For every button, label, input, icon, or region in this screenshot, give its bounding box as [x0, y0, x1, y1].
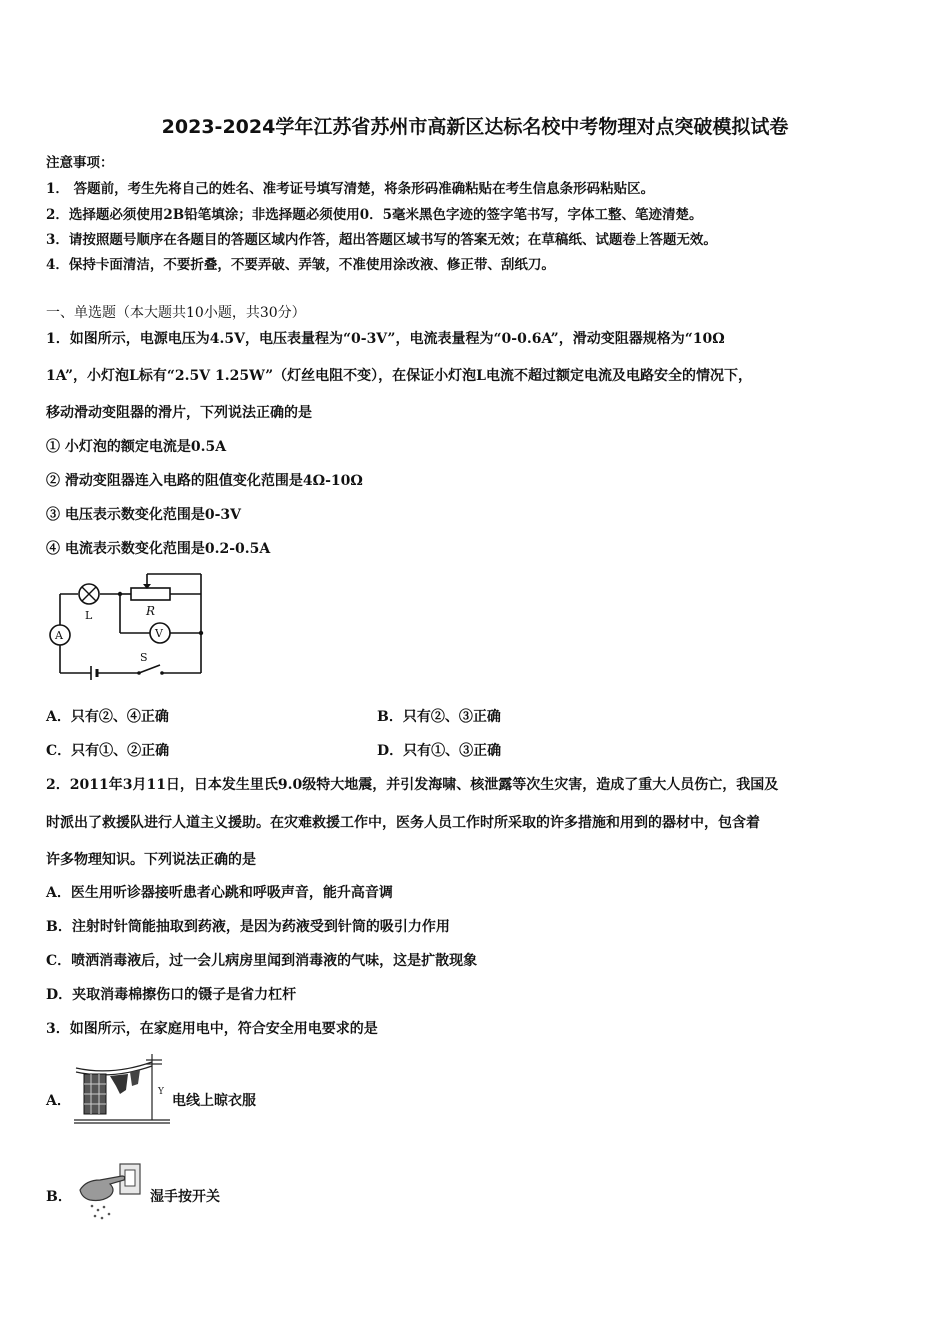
q1-statement-1: ① 小灯泡的额定电流是0.5A: [46, 439, 227, 455]
q1-stem-line-1: 1．如图所示，电源电压为4.5V，电压表量程为“0-3V”，电流表量程为“0-0.6A”，滑动变阻器规格为“10Ω: [46, 331, 725, 347]
q1-option-b[interactable]: B．只有②、③正确: [377, 709, 501, 725]
resistor-label: R: [146, 604, 156, 618]
q1-statement-4: ④ 电流表示数变化范围是0.2-0.5A: [46, 541, 271, 557]
clothes-on-power-line-illustration: [72, 1050, 172, 1126]
wet-hand-switch-illustration: [76, 1160, 146, 1224]
q2-option-d[interactable]: D．夹取消毒棉擦伤口的镊子是省力杠杆: [46, 987, 297, 1003]
q2-stem-line-1: 2．2011年3月11日，日本发生里氏9.0级特大地震，并引发海啸、核泄露等次生灾害，造成了重大人员伤亡，我国及: [46, 777, 779, 793]
battery-symbol: [91, 666, 97, 680]
q1-statement-3: ③ 电压表示数变化范围是0-3V: [46, 507, 242, 523]
voltmeter-label: V: [155, 627, 163, 640]
switch-symbol: [137, 665, 164, 675]
lamp-symbol: [79, 584, 99, 604]
q1-circuit-diagram: [44, 566, 210, 682]
resistor-symbol: [131, 588, 170, 600]
notice-item-4: 4．保持卡面清洁，不要折叠，不要弄破、弄皱，不准使用涂改液、修正带、刮纸刀。: [46, 257, 555, 273]
section-heading: 一、单选题（本大题共10小题，共30分）: [46, 305, 306, 321]
q3-option-a-letter[interactable]: A．: [46, 1093, 71, 1109]
notice-item-3: 3．请按照题号顺序在各题目的答题区域内作答，超出答题区域书写的答案无效；在草稿纸、试题卷上答题无效。: [46, 232, 717, 248]
q1-stem-line-2: 1A”，小灯泡L标有“2.5V 1.25W”（灯丝电阻不变），在保证小灯泡L电流不超过额定电流及电路安全的情况下，: [46, 368, 752, 384]
q3-option-b-letter[interactable]: B．: [46, 1189, 72, 1205]
q1-option-c[interactable]: C．只有①、②正确: [46, 743, 170, 759]
q3-stem: 3．如图所示，在家庭用电中，符合安全用电要求的是: [46, 1021, 378, 1037]
lamp-label: L: [85, 609, 93, 622]
q1-stem-line-3: 移动滑动变阻器的滑片，下列说法正确的是: [46, 405, 312, 421]
q3-option-a-text[interactable]: 电线上晾衣服: [172, 1093, 256, 1109]
switch-label: S: [140, 651, 148, 664]
notice-heading: 注意事项：: [46, 155, 114, 171]
ammeter-label: A: [55, 629, 63, 642]
q2-stem-line-2: 时派出了救援队进行人道主义援助。在灾难救援工作中，医务人员工作时所采取的许多措施和用到的器材中，包含着: [46, 815, 760, 831]
notice-item-2: 2．选择题必须使用2B铅笔填涂；非选择题必须使用0．5毫米黑色字迹的签字笔书写，字体工整、笔迹清楚。: [46, 207, 703, 223]
q1-option-a[interactable]: A．只有②、④正确: [46, 709, 169, 725]
q2-option-b[interactable]: B．注射时针筒能抽取到药液，是因为药液受到针筒的吸引力作用: [46, 919, 450, 935]
notice-item-1: 1． 答题前，考生先将自己的姓名、准考证号填写清楚，将条形码准确粘贴在考生信息条形码粘贴区。: [46, 181, 655, 197]
q1-option-d[interactable]: D．只有①、③正确: [377, 743, 502, 759]
q3-option-b-text[interactable]: 湿手按开关: [150, 1189, 220, 1205]
page-title: 2023-2024学年江苏省苏州市高新区达标名校中考物理对点突破模拟试卷: [161, 116, 789, 138]
q2-stem-line-3: 许多物理知识。下列说法正确的是: [46, 852, 256, 868]
q2-option-a[interactable]: A．医生用听诊器接听患者心跳和呼吸声音，能升高音调: [46, 885, 393, 901]
q1-statement-2: ② 滑动变阻器连入电路的阻值变化范围是4Ω-10Ω: [46, 473, 363, 489]
q2-option-c[interactable]: C．喷洒消毒液后，过一会儿病房里闻到消毒液的气味，这是扩散现象: [46, 953, 478, 969]
svg-text:Y: Y: [158, 1087, 164, 1097]
